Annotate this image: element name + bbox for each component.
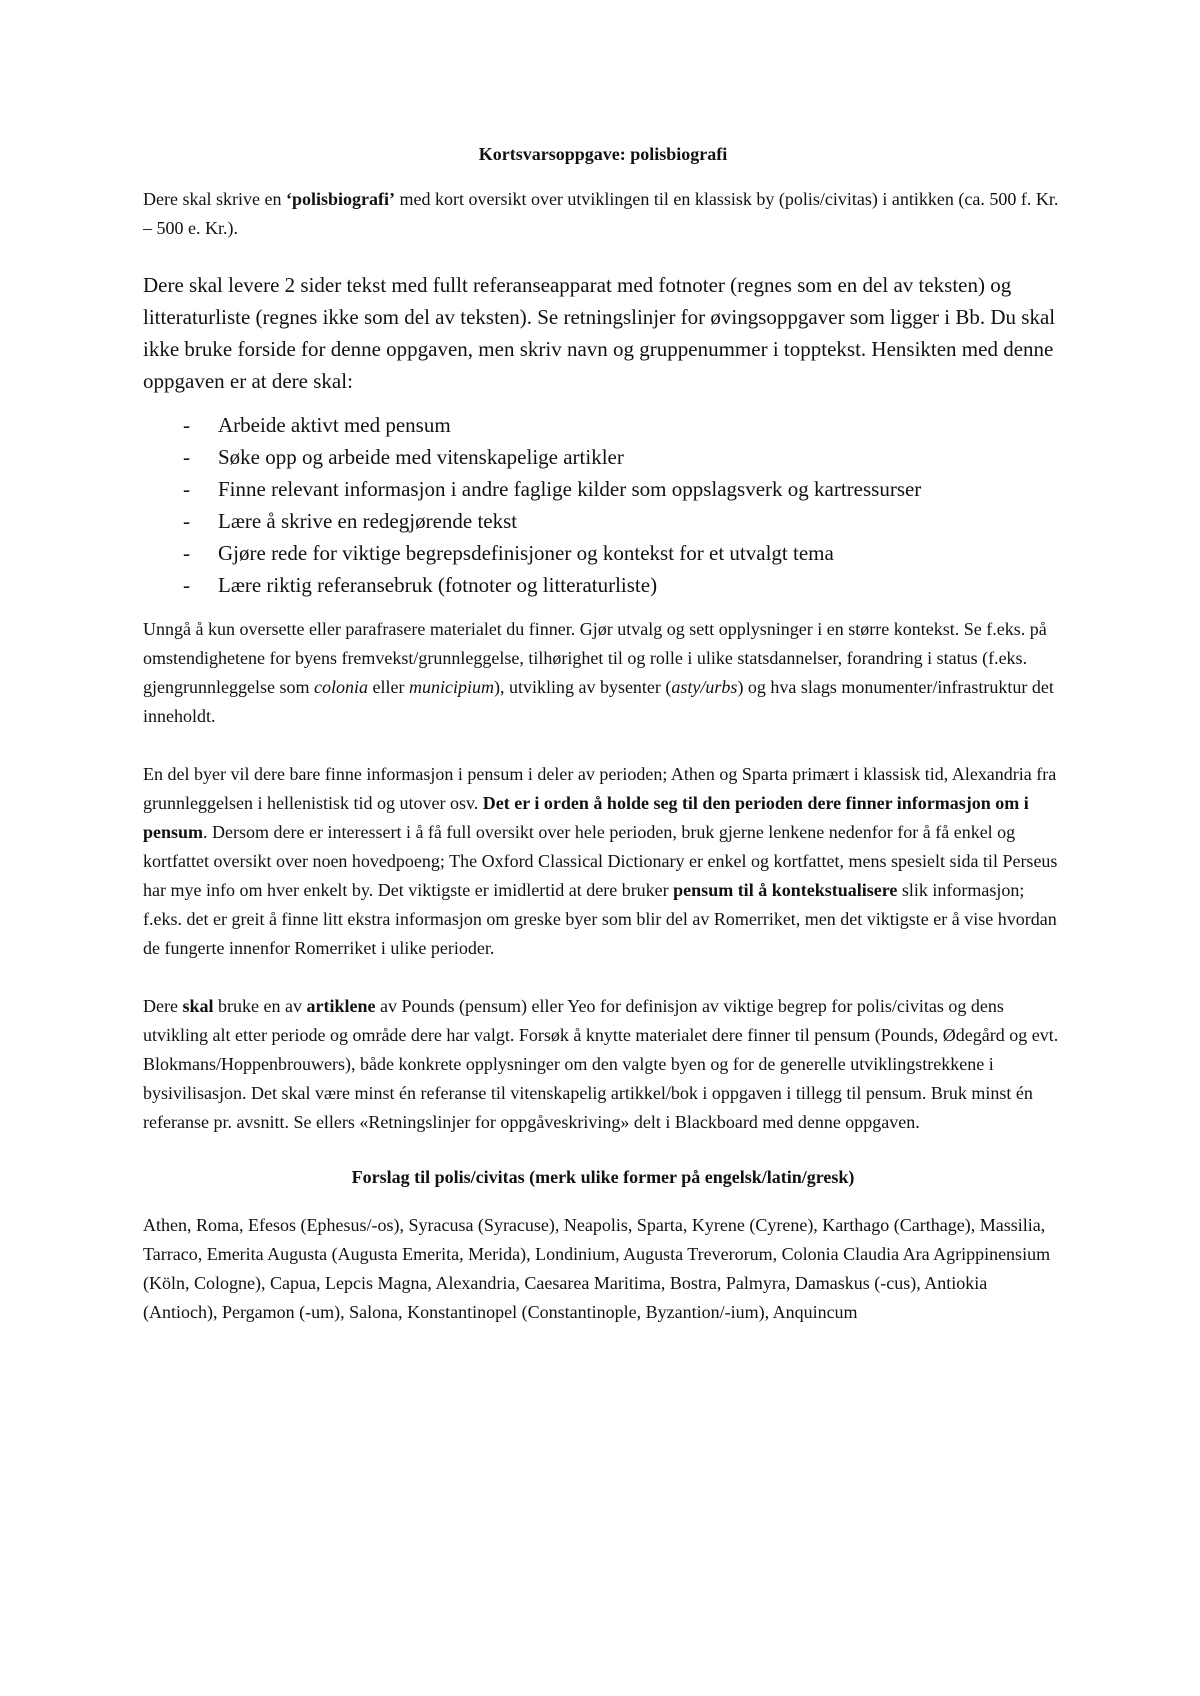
avoid-text-1: Unngå å kun oversette eller parafrasere materialet du finner. Gjør utvalg og sett opplysninger i en større kontekst. Se f.eks. på omstendighetene for byens fremvekst/grunnleggelse, tilhørighet til og rolle i ulike statsdannelser, forandring i status (f.eks. gjengrunnleggelse som xyxy=(143,619,1047,697)
document-title: Kortsvarsoppgave: polisbiografi xyxy=(478,144,728,164)
intro-paragraph xyxy=(143,185,1063,243)
list-bullet: - xyxy=(183,445,190,469)
list-bullet: - xyxy=(183,509,190,533)
term-municipium: municipium xyxy=(408,677,494,697)
articles-bold-2: artiklene xyxy=(306,996,376,1016)
goals-list xyxy=(143,409,1063,601)
list-item xyxy=(143,537,1063,569)
list-bullet: - xyxy=(183,573,190,597)
list-item xyxy=(143,569,1063,601)
list-item-text: Finne relevant informasjon i andre faglige kilder som oppslagsverk og kartressurser xyxy=(218,477,922,501)
term-colonia: colonia xyxy=(313,677,368,697)
avoid-paraphrase-paragraph xyxy=(143,615,1063,731)
articles-text-1: Dere xyxy=(143,996,183,1016)
list-bullet: - xyxy=(183,413,190,437)
avoid-text-3: ), utvikling av bysenter ( xyxy=(493,677,672,697)
period-text-3: slik informasjon; f.eks. det er greit å finne litt ekstra informasjon om greske byer som blir del av Romerriket, men det viktigste er å vise hvordan de fungerte innenfor Romerriket i ulike perioder. xyxy=(143,880,1057,958)
term-asty-urbs: asty/urbs xyxy=(671,677,738,697)
articles-bold-1: skal xyxy=(182,996,214,1016)
period-bold-2: pensum til å kontekstualisere xyxy=(673,880,898,900)
list-item-text: Arbeide aktivt med pensum xyxy=(218,413,451,437)
period-text-1: En del byer vil dere bare finne informasjon i pensum i deler av perioden; Athen og Sparta primært i klassisk tid, Alexandria fra grunnleggelsen i hellenistisk tid og utover osv. xyxy=(143,764,1057,813)
list-item-text: Gjøre rede for viktige begrepsdefinisjoner og kontekst for et utvalgt tema xyxy=(218,541,834,565)
list-bullet: - xyxy=(183,541,190,565)
intro-bold-term: ‘polisbiografi’ xyxy=(285,189,395,209)
period-paragraph xyxy=(143,760,1063,963)
paragraph-spacer xyxy=(143,731,1063,760)
list-bullet: - xyxy=(183,477,190,501)
list-item-text: Lære riktig referansebruk (fotnoter og litteraturliste) xyxy=(218,573,658,597)
intro-text-1: Dere skal skrive en xyxy=(143,189,286,209)
period-text-2: . Dersom dere er interessert i å få full oversikt over hele perioden, bruk gjerne lenkene nedenfor for å få enkel og kortfattet oversikt over noen hovedpoeng; The Oxford Classical Dictionary er enkel og kortfattet, mens spesielt sida til Perseus har mye info om hver enkelt by. Det viktigste er imidlertid at dere bruker xyxy=(143,822,1058,900)
articles-text-2: bruke en av xyxy=(213,996,307,1016)
list-item xyxy=(143,505,1063,537)
articles-paragraph xyxy=(143,992,1063,1137)
list-item-text: Lære å skrive en redegjørende tekst xyxy=(218,509,518,533)
document-body xyxy=(143,143,1063,1327)
intro-text-2: med kort oversikt over utviklingen til en klassisk by (polis/civitas) i antikken (ca. 500 f. Kr. – 500 e. Kr.). xyxy=(143,189,1059,238)
articles-text-3: av Pounds (pensum) eller Yeo for definisjon av viktige begrep for polis/civitas og dens utvikling alt etter periode og område dere har valgt. Forsøk å knytte materialet dere finner til pensum (Pounds, Ødegård og evt. Blokmans/Hoppenbrouwers), både konkrete opplysninger om den valgte byen og for de generelle utviklingstrekkene i bysivilisasjon. Det skal være minst én referanse til vitenskapelig artikkel/bok i oppgaven i tillegg til pensum. Bruk minst én referanse pr. avsnitt. Se ellers «Retningslinjer for oppgåveskriving» delt i Blackboard med denne oppgaven. xyxy=(143,996,1059,1132)
period-bold-1: Det er i orden å holde seg til den perioden dere finner informasjon om i pensum xyxy=(143,793,1029,842)
suggestions-heading: Forslag til polis/civitas (merk ulike former på engelsk/latin/gresk) xyxy=(351,1167,855,1187)
suggestions-paragraph: Athen, Roma, Efesos (Ephesus/-os), Syracusa (Syracuse), Neapolis, Sparta, Kyrene (Cyrene), Karthago (Carthage), Massilia, Tarraco, Emerita Augusta (Augusta Emerita, Merida), Londinium, Augusta Treverorum, Colonia Claudia Ara Agrippinensium (Köln, Cologne), Capua, Lepcis Magna, Alexandria, Caesarea Maritima, Bostra, Palmyra, Damaskus (-cus), Antiokia (Antioch), Pergamon (-um), Salona, Konstantinopel (Constantinople, Byzantion/-ium), Anquincum xyxy=(143,1215,1051,1322)
avoid-text-4: ) og hva slags monumenter/infrastruktur det inneholdt. xyxy=(143,677,1054,726)
list-item xyxy=(143,473,1063,505)
list-item xyxy=(143,441,1063,473)
paragraph-spacer xyxy=(143,963,1063,992)
requirements-paragraph: Dere skal levere 2 sider tekst med fullt referanseapparat med fotnoter (regnes som en del av teksten) og litteraturliste (regnes ikke som del av teksten). Se retningslinjer for øvingsoppgaver som ligger i Bb. Du skal ikke bruke forside for denne oppgaven, men skriv navn og gruppenummer i topptekst. Hensikten med denne oppgaven er at dere skal: xyxy=(143,273,1056,393)
list-item xyxy=(143,409,1063,441)
avoid-text-2: eller xyxy=(367,677,409,697)
list-item-text: Søke opp og arbeide med vitenskapelige artikler xyxy=(218,445,624,469)
